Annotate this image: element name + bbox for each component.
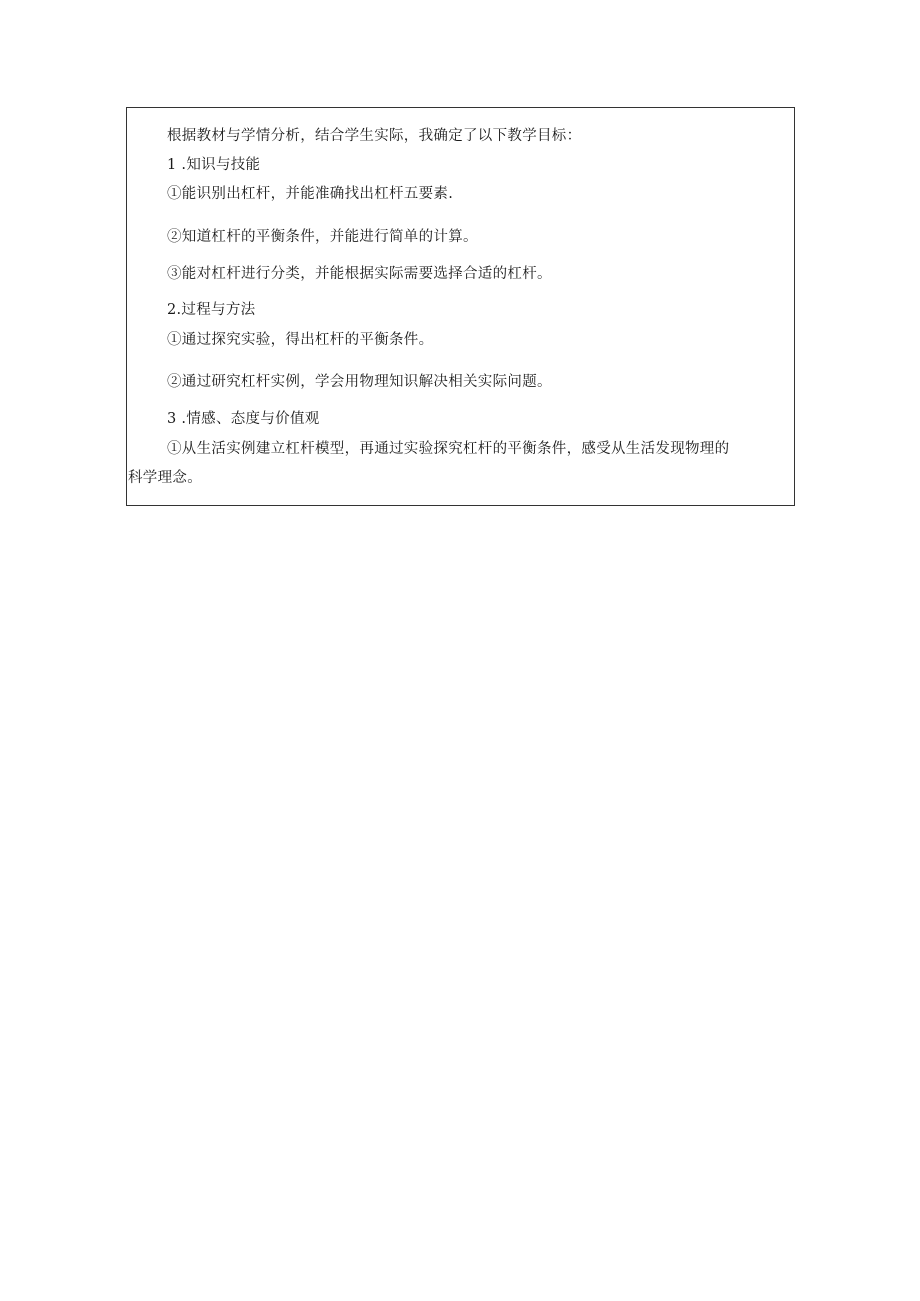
objective-item: ②知道杠杆的平衡条件，并能进行简单的计算。 <box>167 229 478 245</box>
objective-item: ③能对杠杆进行分类，并能根据实际需要选择合适的杠杆。 <box>167 266 552 282</box>
section-heading-process-methods: 2.过程与方法 <box>167 302 256 318</box>
objective-item: ①能识别出杠杆，并能准确找出杠杆五要素. <box>167 186 454 202</box>
objectives-box <box>126 107 795 506</box>
section-heading-knowledge-skills: 1 .知识与技能 <box>167 157 261 173</box>
section-heading-emotion-values: 3 .情感、态度与价值观 <box>167 411 320 427</box>
objective-item: ①通过探究实验，得出杠杆的平衡条件。 <box>167 332 434 348</box>
objective-item-continuation: 科学理念。 <box>128 470 202 486</box>
objective-item: ②通过研究杠杆实例，学会用物理知识解决相关实际问题。 <box>167 374 552 390</box>
intro-text: 根据教材与学情分析，结合学生实际，我确定了以下教学目标： <box>167 128 582 144</box>
objective-item: ①从生活实例建立杠杆模型，再通过实验探究杠杆的平衡条件，感受从生活发现物理的 <box>167 441 730 457</box>
